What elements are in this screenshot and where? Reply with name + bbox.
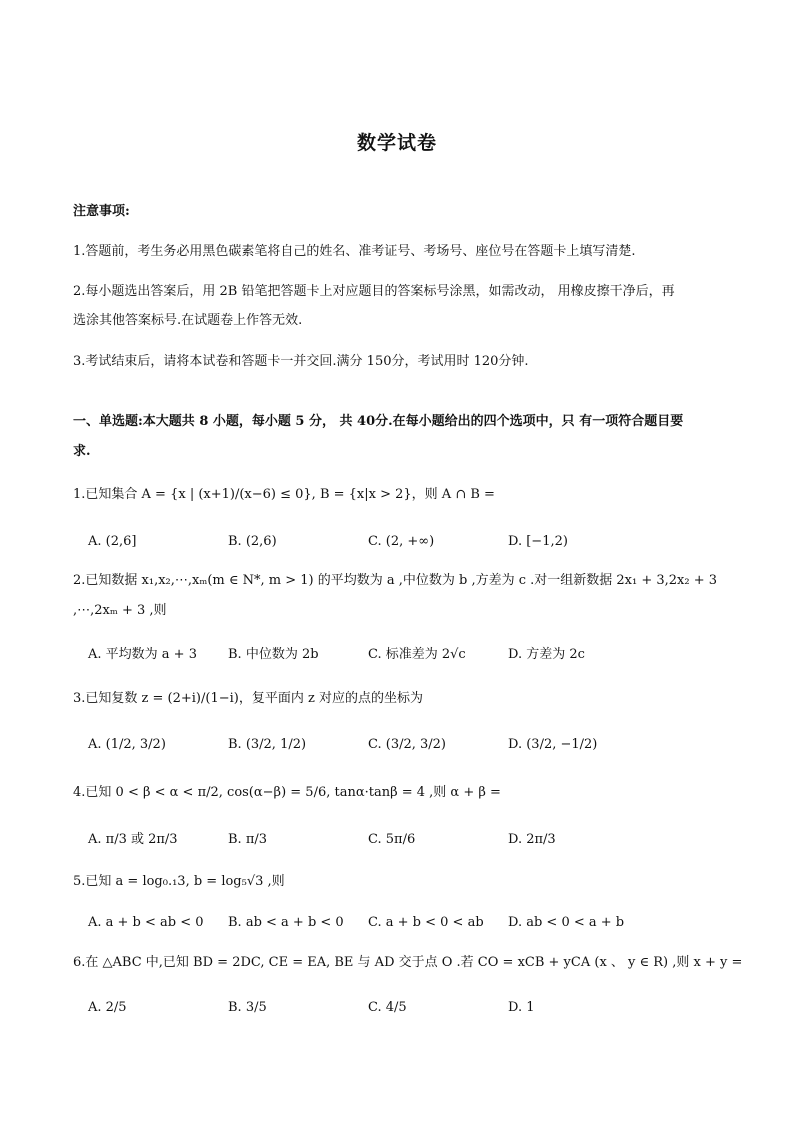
option-row [88,829,728,851]
notice-item: 3.考试结束后，请将本试卷和答题卡一并交回.满分 150分，考试用时 120分钟. [73,354,529,369]
section-heading-cont: 求. [73,444,91,459]
option-a: A. π/3 或 2π/3 [88,832,178,847]
option-b: B. 中位数为 2b [228,647,319,662]
notice-item: 2.每小题选出答案后，用 2B 铅笔把答题卡上对应题目的答案标号涂黑，如需改动， 用橡皮擦干净后，再 [73,284,675,299]
option-a: A. (2,6] [88,534,137,549]
option-d: D. ab < 0 < a + b [508,915,625,930]
option-c: C. (2, +∞) [368,534,435,549]
option-c: C. (3/2, 3/2) [368,737,446,752]
question-stem: 5.已知 a = log₀.₁3, b = log₅√3 ,则 [73,874,285,889]
option-d: D. 方差为 2c [508,647,585,662]
option-b: B. ab < a + b < 0 [228,915,344,930]
option-c: C. 5π/6 [368,832,416,847]
question-stem: 3.已知复数 z = (2+i)/(1−i)，复平面内 z 对应的点的坐标为 [73,691,423,706]
option-row [88,644,728,666]
page-title: 数学试卷 [356,132,437,154]
option-row [88,734,728,756]
question-stem: 2.已知数据 x₁,x₂,⋯,xₘ(m ∈ N*, m > 1) 的平均数为 a ,中位数为 b ,方差为 c .对一组新数据 2x₁ + 3,2x₂ + 3 [73,573,718,588]
option-a: A. 平均数为 a + 3 [88,647,197,662]
option-d: D. 1 [508,1000,535,1015]
option-a: A. a + b < ab < 0 [88,915,204,930]
option-d: D. 2π/3 [508,832,556,847]
notice-heading: 注意事项: [73,204,130,219]
option-row [88,997,728,1019]
question-stem: 1.已知集合 A = {x | (x+1)/(x−6) ≤ 0}, B = {x|x > 2}，则 A ∩ B = [73,487,495,502]
notice-item: 选涂其他答案标号.在试题卷上作答无效. [73,313,303,328]
option-b: B. (2,6) [228,534,277,549]
option-b: B. 3/5 [228,1000,267,1015]
option-a: A. 2/5 [88,1000,127,1015]
option-d: D. (3/2, −1/2) [508,737,598,752]
question-stem-cont: ,⋯,2xₘ + 3 ,则 [73,603,167,618]
option-b: B. π/3 [228,832,268,847]
option-c: C. 标准差为 2√c [368,647,466,662]
question-stem: 4.已知 0 < β < α < π/2, cos(α−β) = 5/6, tanα·tanβ = 4 ,则 α + β = [73,785,501,800]
question-stem: 6.在 △ABC 中,已知 BD = 2DC, CE = EA, BE 与 AD 交于点 O .若 CO = xCB + yCA (x 、 y ∈ R) ,则 x + y = [73,955,743,970]
option-row [88,912,728,934]
option-c: C. 4/5 [368,1000,407,1015]
option-a: A. (1/2, 3/2) [88,737,166,752]
section-heading: 一、单选题:本大题共 8 小题，每小题 5 分， 共 40分.在每小题给出的四个选项中，只 有一项符合题目要 [73,414,684,429]
option-c: C. a + b < 0 < ab [368,915,484,930]
option-row [88,531,728,553]
option-d: D. [−1,2) [508,534,568,549]
notice-item: 1.答题前，考生务必用黑色碳素笔将自己的姓名、准考证号、考场号、座位号在答题卡上填写清楚. [73,244,636,259]
option-b: B. (3/2, 1/2) [228,737,307,752]
